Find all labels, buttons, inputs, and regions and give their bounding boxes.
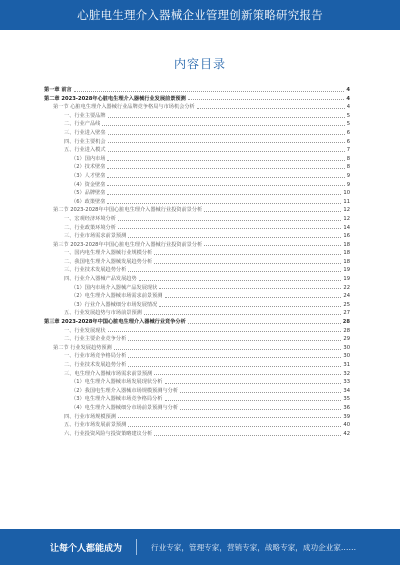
toc-entry-title: 三、电生理介入器械市场需求前景预测: [64, 370, 153, 377]
table-of-contents: [44, 86, 350, 438]
toc-entry-page: 19: [343, 267, 350, 274]
toc-entry-title: 二、行业主要企业竞争分析: [64, 336, 127, 343]
toc-entry[interactable]: [44, 327, 350, 336]
toc-leader-dots: [154, 254, 341, 255]
toc-leader-dots: [108, 117, 345, 118]
toc-entry-title: 二、我国电生理介入器械发展趋势分析: [64, 258, 153, 265]
toc-entry-title: （3）电生理介入器械市场竞争格局分析: [71, 396, 163, 403]
toc-entry-title: 一、行业市场竞争格局分析: [64, 353, 127, 360]
toc-entry[interactable]: [44, 301, 350, 310]
toc-leader-dots: [165, 383, 342, 384]
toc-leader-dots: [118, 228, 342, 229]
toc-entry[interactable]: [44, 86, 350, 95]
toc-entry-page: 18: [343, 241, 350, 248]
toc-entry[interactable]: [44, 95, 350, 104]
footer-tagline: 行业专家，管理专家，营销专家，战略专家，成功企业家……: [151, 542, 357, 552]
toc-entry[interactable]: [44, 241, 350, 250]
toc-entry-title: （3）人才壁垒: [71, 172, 106, 179]
toc-entry[interactable]: [44, 163, 350, 172]
toc-entry-page: 5: [346, 121, 350, 128]
toc-entry-page: 4: [346, 87, 350, 93]
toc-leader-dots: [107, 160, 344, 161]
toc-entry[interactable]: [44, 404, 350, 413]
toc-entry-title: （2）我国电生理介入器械市场规模预测与分析: [71, 387, 179, 394]
toc-entry-page: 9: [346, 172, 350, 179]
toc-entry[interactable]: [44, 387, 350, 396]
toc-leader-dots: [114, 349, 342, 350]
toc-entry[interactable]: [44, 172, 350, 181]
toc-leader-dots: [154, 263, 341, 264]
toc-entry[interactable]: [44, 335, 350, 344]
toc-entry-page: 24: [343, 293, 350, 300]
footer-divider: [136, 539, 137, 555]
toc-entry-page: 22: [343, 284, 350, 291]
toc-entry[interactable]: [44, 266, 350, 275]
toc-entry-page: 8: [346, 164, 350, 171]
toc-leader-dots: [159, 306, 341, 307]
toc-entry-title: 二、行业产品线: [64, 121, 101, 128]
toc-entry[interactable]: [44, 120, 350, 129]
toc-entry[interactable]: [44, 318, 350, 327]
toc-entry-page: 6: [346, 129, 350, 136]
toc-leader-dots: [107, 185, 344, 186]
toc-entry-page: 11: [343, 198, 350, 205]
toc-entry-title: （6）政策壁垒: [71, 198, 106, 205]
toc-entry-title: 六、行业投资风险与投资策略建议分析: [64, 430, 153, 437]
toc-heading: 内容目录: [173, 57, 226, 71]
toc-entry[interactable]: [44, 129, 350, 138]
toc-entry[interactable]: [44, 352, 350, 361]
toc-entry-title: （5）品牌壁垒: [71, 190, 106, 197]
toc-leader-dots: [197, 108, 345, 109]
toc-entry[interactable]: [44, 258, 350, 267]
footer-brand: 让每个人都能成为: [50, 543, 123, 554]
toc-entry[interactable]: [44, 181, 350, 190]
toc-entry-title: （1）电生理介入器械市场发展现状分析: [71, 379, 163, 386]
toc-leader-dots: [165, 297, 342, 298]
toc-leader-dots: [128, 426, 341, 427]
toc-entry-title: 四、行业主要机会: [64, 138, 106, 145]
toc-entry-title: （2）电生理介入器械市场需求前景预测: [71, 293, 163, 300]
toc-entry-page: 35: [343, 396, 350, 403]
toc-leader-dots: [165, 400, 342, 401]
toc-leader-dots: [180, 392, 341, 393]
toc-leader-dots: [180, 409, 341, 410]
toc-entry-title: 二、行业政策环境分析: [64, 224, 116, 231]
toc-entry[interactable]: [44, 309, 350, 318]
toc-entry[interactable]: [44, 395, 350, 404]
report-header: [0, 0, 400, 30]
toc-entry-title: 一、行业主要品牌: [64, 112, 106, 119]
toc-entry[interactable]: [44, 378, 350, 387]
toc-entry-page: 40: [343, 422, 350, 429]
toc-leader-dots: [204, 245, 341, 246]
toc-entry[interactable]: [44, 138, 350, 147]
toc-entry[interactable]: [44, 103, 350, 112]
toc-entry-title: 第三节 2023-2028年中国心脏电生理介入器械行业投资前景分析: [53, 241, 203, 248]
toc-entry-page: 6: [346, 138, 350, 145]
toc-leader-dots: [107, 168, 344, 169]
toc-entry-page: 16: [343, 233, 350, 240]
toc-entry-page: 30: [343, 344, 350, 351]
toc-entry-page: 30: [343, 353, 350, 360]
toc-entry[interactable]: [44, 361, 350, 370]
toc-entry-page: 29: [343, 336, 350, 343]
toc-entry-page: 39: [343, 413, 350, 420]
toc-entry-title: 一、宏观经济环境分析: [64, 215, 116, 222]
toc-leader-dots: [108, 142, 345, 143]
toc-entry-page: 12: [343, 215, 350, 222]
toc-entry-page: 28: [343, 327, 350, 334]
toc-leader-dots: [154, 435, 341, 436]
toc-entry-page: 4: [346, 104, 350, 111]
toc-leader-dots: [188, 323, 341, 324]
toc-entry[interactable]: [44, 146, 350, 155]
toc-entry[interactable]: [44, 189, 350, 198]
toc-leader-dots: [154, 374, 341, 375]
toc-leader-dots: [107, 203, 341, 204]
toc-entry-title: 一、行业发展现状: [64, 327, 106, 334]
toc-entry-title: （4）资金壁垒: [71, 181, 106, 188]
toc-entry-page: 18: [343, 250, 350, 257]
toc-entry-page: 42: [343, 430, 350, 437]
report-title: 心脏电生理介入器械企业管理创新策略研究报告: [77, 8, 323, 22]
toc-entry[interactable]: [44, 421, 350, 430]
toc-leader-dots: [128, 357, 341, 358]
report-footer: [0, 529, 400, 565]
toc-leader-dots: [108, 134, 345, 135]
toc-leader-dots: [118, 417, 342, 418]
toc-entry-page: 9: [346, 181, 350, 188]
toc-entry-page: 25: [343, 301, 350, 308]
toc-entry-page: 10: [343, 190, 350, 197]
toc-leader-dots: [102, 125, 344, 126]
toc-leader-dots: [128, 340, 341, 341]
toc-leader-dots: [139, 280, 342, 281]
toc-entry-title: 第三章 2023-2028年中国心脏电生理介入器械行业竞争分析: [44, 319, 186, 326]
toc-entry-page: 31: [343, 362, 350, 368]
toc-entry-page: 36: [343, 404, 350, 411]
toc-leader-dots: [188, 99, 345, 100]
toc-entry[interactable]: [44, 292, 350, 301]
toc-leader-dots: [108, 151, 345, 152]
toc-entry[interactable]: [44, 198, 350, 207]
toc-leader-dots: [108, 331, 342, 332]
toc-entry-title: 五、行业进入模式: [64, 147, 106, 154]
toc-entry-page: 34: [343, 387, 350, 394]
toc-leader-dots: [159, 288, 341, 289]
toc-entry-title: （4）电生理介入器械细分市场前景预测与分析: [71, 404, 179, 411]
toc-entry[interactable]: [44, 224, 350, 233]
toc-leader-dots: [128, 271, 341, 272]
toc-entry-page: 18: [343, 258, 350, 265]
toc-entry-title: 第二节 2023-2028年中国心脏电生理介入器械行业投资前景分析: [53, 207, 203, 214]
toc-entry[interactable]: [44, 249, 350, 258]
toc-entry[interactable]: [44, 215, 350, 224]
toc-leader-dots: [144, 314, 342, 315]
toc-entry-title: 三、行业进入壁垒: [64, 129, 106, 136]
toc-leader-dots: [107, 194, 341, 195]
toc-entry-title: 第一节 心脏电生理介入器械行业品牌竞争格局与市场机会分析: [53, 104, 195, 111]
toc-entry-title: 二、行业技术发展趋势分析: [64, 362, 127, 368]
toc-entry-page: 7: [346, 147, 350, 154]
toc-entry-title: 第二章 2023-2028年心脏电生理介入器械行业发展前景预测: [44, 95, 186, 102]
toc-entry-title: 三、行业技术发展趋势分析: [64, 267, 127, 274]
toc-entry-page: 32: [343, 370, 350, 377]
toc-entry-page: 14: [343, 224, 350, 231]
toc-leader-dots: [74, 91, 345, 92]
toc-entry-title: 第二节 行业发展趋势预测: [53, 344, 112, 351]
toc-entry[interactable]: [44, 370, 350, 379]
toc-entry-title: 五、行业市场发展前景预测: [64, 422, 127, 429]
toc-entry-title: 四、行业市场规模预测: [64, 413, 116, 420]
toc-entry[interactable]: [44, 430, 350, 439]
toc-entry[interactable]: [44, 232, 350, 241]
toc-entry-page: 4: [346, 95, 350, 102]
toc-entry-page: 5: [346, 112, 350, 119]
toc-entry-page: 12: [343, 207, 350, 214]
toc-entry-page: 27: [343, 310, 350, 317]
toc-entry-page: 19: [343, 276, 350, 283]
toc-entry-title: 三、行业市场需求前景预测: [64, 233, 127, 240]
toc-entry-title: （3）行业介入器械细分市场发展情况: [71, 301, 158, 308]
toc-entry-title: 第一章 前言: [44, 87, 72, 93]
toc-entry-title: 四、行业介入器械产品发展趋势: [64, 276, 137, 283]
toc-entry[interactable]: [44, 344, 350, 353]
toc-entry[interactable]: [44, 284, 350, 293]
toc-entry[interactable]: [44, 206, 350, 215]
toc-entry[interactable]: [44, 155, 350, 164]
toc-entry-page: 28: [342, 319, 350, 326]
toc-entry-title: 五、行业发展趋势与市场前景预测: [64, 310, 142, 317]
toc-entry[interactable]: [44, 413, 350, 422]
toc-leader-dots: [128, 237, 341, 238]
toc-leader-dots: [204, 211, 341, 212]
toc-entry-title: （2）技术壁垒: [71, 164, 106, 171]
toc-entry-title: 一、国内电生理介入器械行业规模分析: [64, 250, 153, 257]
toc-leader-dots: [107, 177, 344, 178]
toc-entry-page: 33: [343, 379, 350, 386]
toc-entry-title: （1）国内市场介入器械产品发展现状: [71, 284, 158, 291]
toc-entry[interactable]: [44, 112, 350, 121]
toc-entry[interactable]: [44, 275, 350, 284]
toc-entry-page: 8: [346, 155, 350, 162]
toc-leader-dots: [118, 220, 342, 221]
toc-leader-dots: [128, 366, 341, 367]
toc-entry-title: （1）国内市场: [71, 155, 106, 162]
